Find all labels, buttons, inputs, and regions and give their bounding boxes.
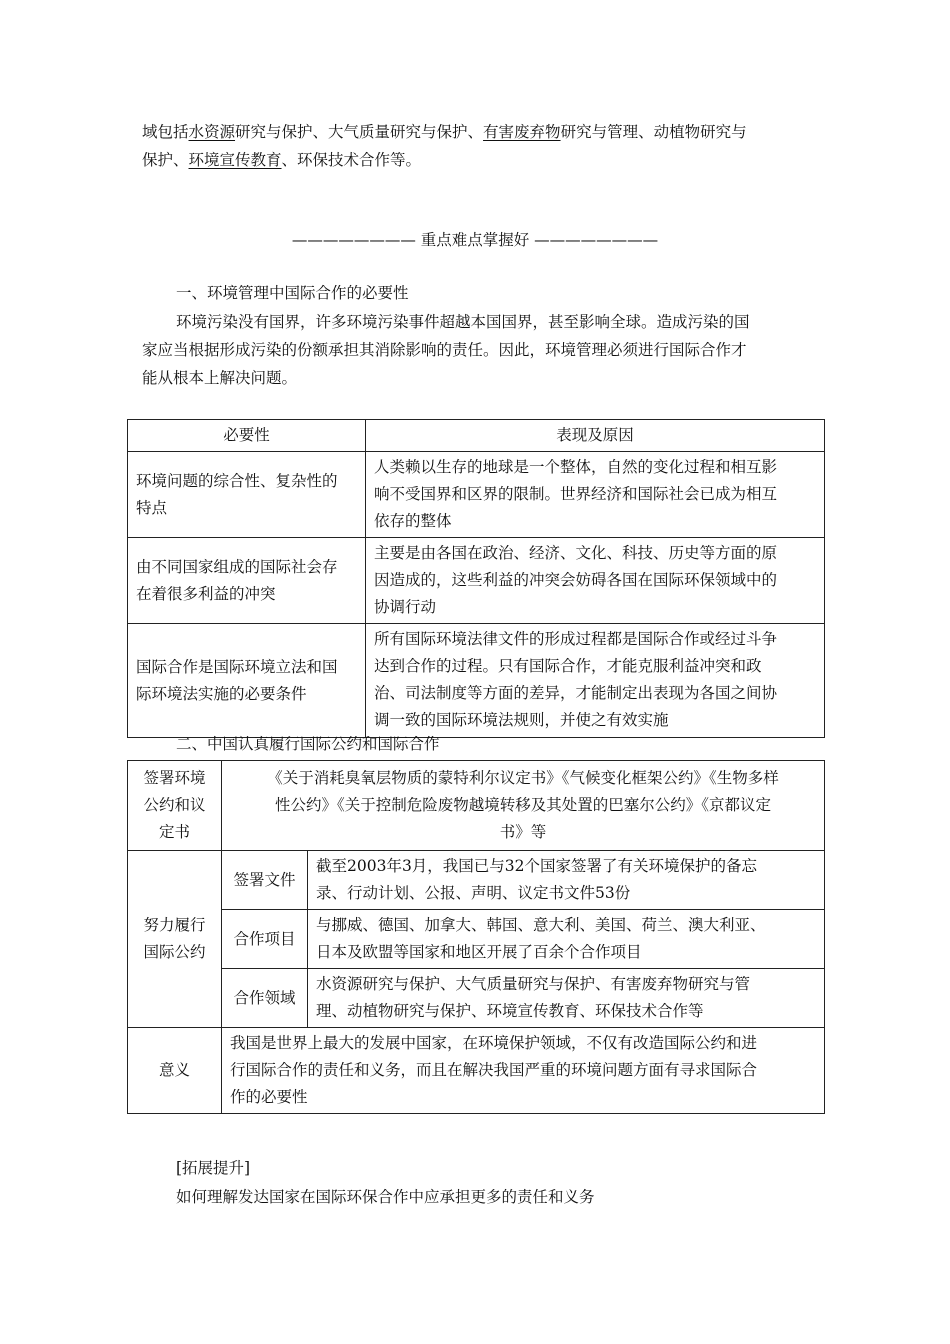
- table-row: [128, 1028, 825, 1114]
- necessity-cell: 国际合作是国际环境立法和国 际环境法实施的必要条件: [128, 624, 366, 738]
- reason-cell: 主要是由各国在政治、经济、文化、科技、历史等方面的原 因造成的，这些利益的冲突会妨碍各国在国际环保领域中的 协调行动: [366, 538, 825, 624]
- meaning-content-cell: 我国是世界上最大的发展中国家，在环境保护领域，不仅有改造国际公约和进 行国际合作的责任和义务，而且在解决我国严重的环境问题方面有寻求国际合 作的必要性: [222, 1028, 825, 1114]
- necessity-cell: 环境问题的综合性、复杂性的 特点: [128, 452, 366, 538]
- table-row: [128, 452, 825, 538]
- underlined-term: 环境宣传教育: [188, 151, 282, 169]
- sub-label-cell: 合作领域: [222, 969, 308, 1028]
- sub-label-cell: 合作项目: [222, 910, 308, 969]
- sub-label-cell: 签署文件: [222, 851, 308, 910]
- sign-label-cell: 签署环境 公约和议 定书: [128, 761, 222, 851]
- sub-content-cell: 水资源研究与保护、大气质量研究与保护、有害废弃物研究与管 理、动植物研究与保护、环境宣传教育、环保技术合作等: [308, 969, 825, 1028]
- part1-para-line: 环境污染没有国界，许多环境污染事件超越本国国界，甚至影响全球。造成污染的国: [176, 313, 750, 331]
- extension-label: [拓展提升]: [176, 1159, 251, 1177]
- intro-line-2: 保护、环境宣传教育、环保技术合作等。: [142, 151, 422, 169]
- table-row: [128, 761, 825, 851]
- column-header: 表现及原因: [366, 420, 825, 452]
- reason-cell: 所有国际环境法律文件的形成过程都是国际合作或经过斗争 达到合作的过程。只有国际合作，才能克服利益冲突和政 治、司法制度等方面的差异，才能制定出表现为各国之间协 调一致的国际环境法规则，并使之有效实施: [366, 624, 825, 738]
- necessity-cell: 由不同国家组成的国际社会存 在着很多利益的冲突: [128, 538, 366, 624]
- part1-heading: 一、环境管理中国际合作的必要性: [176, 284, 409, 302]
- column-header: 必要性: [128, 420, 366, 452]
- part1-para-line: 家应当根据形成污染的份额承担其消除影响的责任。因此，环境管理必须进行国际合作才: [142, 341, 747, 359]
- underlined-term: 水资源: [188, 123, 236, 141]
- part1-para-line: 能从根本上解决问题。: [142, 369, 298, 387]
- fulfillment-table: [127, 760, 825, 1114]
- reason-cell: 人类赖以生存的地球是一个整体，自然的变化过程和相互影 响不受国界和区界的限制。世界经济和国际社会已成为相互 依存的整体: [366, 452, 825, 538]
- fulfill-label-cell: 努力履行 国际公约: [128, 851, 222, 1028]
- table-row: [128, 538, 825, 624]
- intro-line-1: 域包括水资源研究与保护、大气质量研究与保护、有害废弃物研究与管理、动植物研究与: [142, 123, 747, 141]
- sub-content-cell: 截至2003年3月，我国已与32个国家签署了有关环境保护的备忘 录、行动计划、公报、声明、议定书文件53份: [308, 851, 825, 910]
- sign-content-cell: 《关于消耗臭氧层物质的蒙特利尔议定书》《气候变化框架公约》《生物多样 性公约》《关于控制危险废物越境转移及其处置的巴塞尔公约》《京都议定 书》等: [222, 761, 825, 851]
- table-header-row: [128, 420, 825, 452]
- table-row: [128, 851, 825, 910]
- table-row: [128, 969, 825, 1028]
- table-row: [128, 910, 825, 969]
- extension-question: 如何理解发达国家在国际环保合作中应承担更多的责任和义务: [176, 1188, 595, 1206]
- sub-content-cell: 与挪威、德国、加拿大、韩国、意大利、美国、荷兰、澳大利亚、 日本及欧盟等国家和地区开展了百余个合作项目: [308, 910, 825, 969]
- necessity-table: [127, 419, 825, 738]
- table-row: [128, 624, 825, 738]
- meaning-label-cell: 意义: [128, 1028, 222, 1114]
- section-header: ———————— 重点难点掌握好 ————————: [291, 231, 659, 249]
- part2-heading: 二、中国认真履行国际公约和国际合作: [176, 735, 440, 753]
- underlined-term: 有害废弃物: [483, 123, 561, 141]
